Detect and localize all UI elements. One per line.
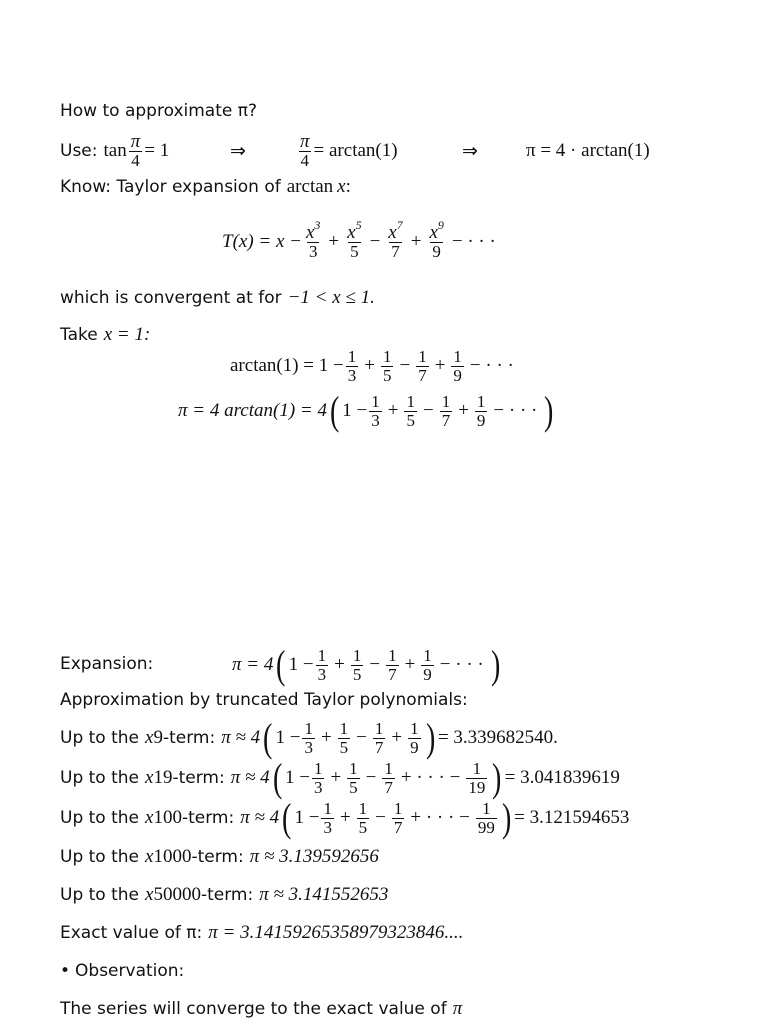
pi-series: π = 4 arctan(1) = 4 ( 1 − $\frac{1}{3}$ + $\frac{1}{5}$ − $\frac{1}{7}$ + $\frac{1}{9}$ − · · · ) (178, 388, 554, 433)
observation-bullet: • Observation: (60, 961, 185, 981)
intro-question: How to approximate π? (60, 101, 258, 121)
approx-x19-result: = 3.041839619 (504, 767, 620, 788)
equals-arctan-one: = arctan(1) (313, 140, 398, 161)
expansion-label: Expansion: (60, 654, 154, 674)
convergence-line: which is convergent at for −1 < x ≤ 1. (60, 287, 375, 308)
bullet-icon: • (60, 961, 71, 981)
exact-value: π = 3.14159265358979323846.... (208, 922, 464, 943)
approx-x50000-line: Up to the x 50000 -term: π ≈ 3.141552653 (60, 884, 389, 905)
conclusion-line: The series will converge to the exact value of π (60, 998, 463, 1019)
approx-x9-result: = 3.339682540. (437, 727, 558, 748)
approx-x100-line: Up to the x 100 -term: π ≈ 4 ( 1 − $\frac{1}{3}$ + $\frac{1}{5}$ − $\frac{1}{7}$ + · · · − $\frac{1}{99}$ ) = 3.121594653 (60, 795, 630, 840)
arctan-one-series: arctan(1) = 1 − $\frac{1}{3}$ + $\frac{1}{5}$ − $\frac{1}{7}$ + $\frac{1}{9}$ − · · · (230, 346, 514, 385)
approx-x9-line: Up to the x 9 -term: π ≈ 4 ( 1 − $\frac{1}{3}$ + $\frac{1}{5}$ − $\frac{1}{7}$ + $\frac{1}{9}$ ) = 3.339682540. (60, 715, 558, 760)
taylor-term-x7: $\frac{x^7}{7}$ (388, 217, 403, 261)
taylor-term-x5: $\frac{x^5}{5}$ (347, 217, 362, 261)
pi-over-four-equals-arctan (296, 131, 398, 171)
pi-equals-four-arctan: π = 4 · arctan(1) (526, 140, 650, 161)
approx-x100-result: = 3.121594653 (514, 807, 630, 828)
implies-arrow-2: ⇒ (462, 140, 478, 162)
pi-over-four-fraction-2: $\frac{\pi}{4}$ (300, 130, 310, 170)
take-x-equals-one: Take x = 1: (60, 324, 151, 345)
use-identity-line (60, 131, 169, 171)
implies-arrow-1: ⇒ (230, 140, 246, 162)
equals-one: = 1 (144, 140, 170, 161)
approximation-heading: Approximation by truncated Taylor polynomials: (60, 690, 468, 710)
approx-x1000-result: π ≈ 3.139592656 (249, 846, 379, 867)
taylor-series-formula: T(x) = x − $\frac{x^3}{3}$ + $\frac{x^5}{5}$ − $\frac{x^7}{7}$ + $\frac{x^9}{9}$ − · · · (222, 217, 496, 261)
approx-x50000-result: π ≈ 3.141552653 (259, 884, 389, 905)
tan-function: tan (103, 140, 127, 161)
use-label: Use: (60, 141, 98, 161)
taylor-term-x3: $\frac{x^3}{3}$ (305, 217, 321, 261)
approx-x1000-line: Up to the x 1000 -term: π ≈ 3.139592656 (60, 846, 379, 867)
approx-x19-line: Up to the x 19 -term: π ≈ 4 ( 1 − $\frac{1}{3}$ + $\frac{1}{5}$ − $\frac{1}{7}$ + · · · − $\frac{1}{19}$ ) = 3.041839619 (60, 755, 620, 800)
expansion-formula: π = 4 ( 1 − $\frac{1}{3}$ + $\frac{1}{5}$ − $\frac{1}{7}$ + $\frac{1}{9}$ − · · · ) (232, 642, 501, 687)
exact-value-line: Exact value of π: π = 3.14159265358979323846.... (60, 922, 464, 943)
taylor-term-x9: $\frac{x^9}{9}$ (429, 217, 444, 261)
know-taylor-line: Know: Taylor expansion of arctan x : (60, 176, 351, 197)
pi-over-four-fraction: $\frac{\pi}{4}$ (130, 130, 141, 170)
